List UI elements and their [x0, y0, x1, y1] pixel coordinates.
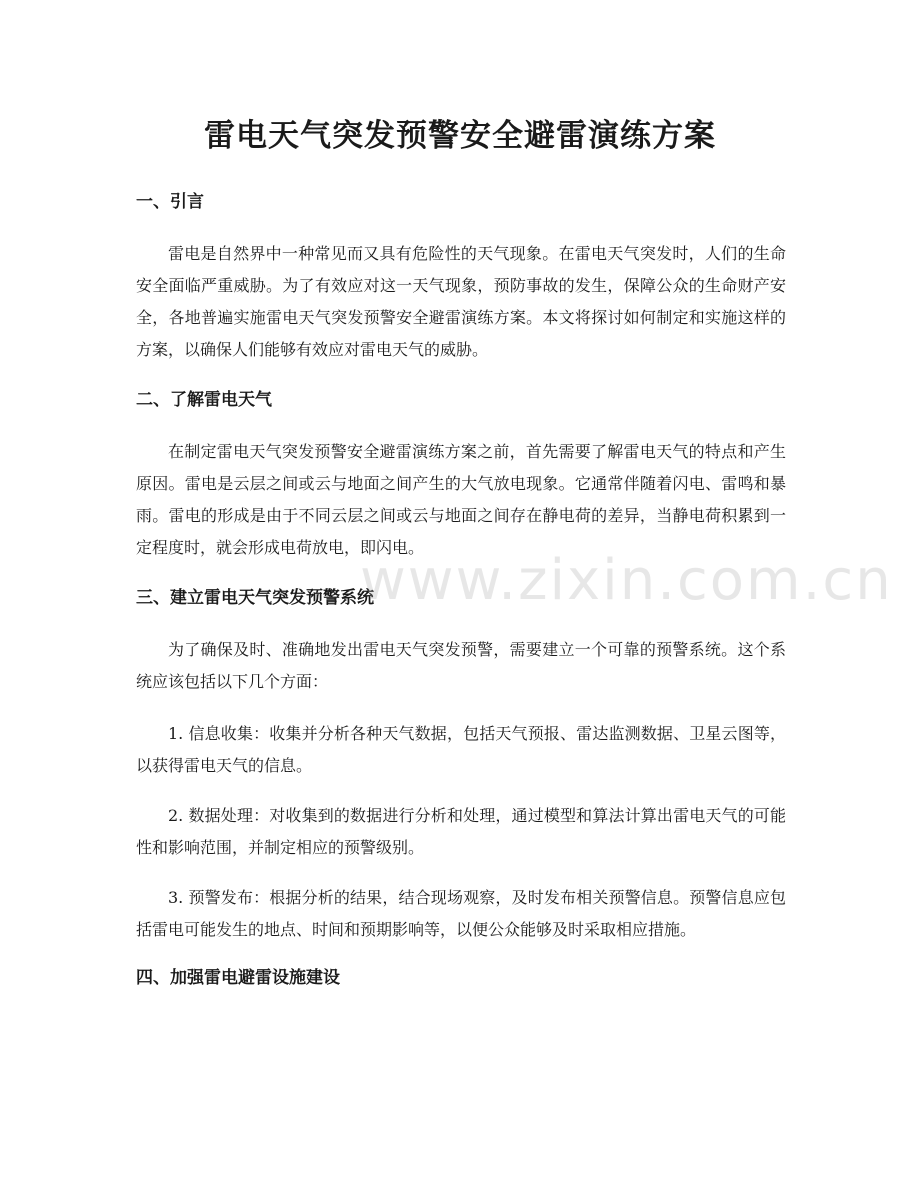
section-heading-warning-system: 三、建立雷电天气突发预警系统 — [136, 588, 374, 608]
paragraph: 在制定雷电天气突发预警安全避雷演练方案之前，首先需要了解雷电天气的特点和产生原因。雷电是云层之间或云与地面之间产生的大气放电现象。它通常伴随着闪电、雷鸣和暴雨。雷电的形成是由于不同云层之间或云与地面之间存在静电荷的差异，当静电荷积累到一定程度时，就会形成电荷放电，即闪电。 — [136, 442, 786, 557]
watermark: www.zixin.com.cn — [360, 548, 893, 613]
section-heading-introduction: 一、引言 — [136, 192, 204, 212]
list-item: 2. 数据处理：对收集到的数据进行分析和处理，通过模型和算法计算出雷电天气的可能性和影响范围，并制定相应的预警级别。 — [136, 806, 786, 857]
section-heading-understand-thunderstorms: 二、了解雷电天气 — [136, 390, 272, 410]
list-item: 3. 预警发布：根据分析的结果，结合现场观察，及时发布相关预警信息。预警信息应包括雷电可能发生的地点、时间和预期影响等，以便公众能够及时采取相应措施。 — [136, 888, 786, 939]
paragraph: 为了确保及时、准确地发出雷电天气突发预警，需要建立一个可靠的预警系统。这个系统应该包括以下几个方面： — [136, 640, 786, 691]
document-title: 雷电天气突发预警安全避雷演练方案 — [204, 118, 716, 154]
paragraph: 雷电是自然界中一种常见而又具有危险性的天气现象。在雷电天气突发时，人们的生命安全面临严重威胁。为了有效应对这一天气现象，预防事故的发生，保障公众的生命财产安全，各地普遍实施雷电天气突发预警安全避雷演练方案。本文将探讨如何制定和实施这样的方案，以确保人们能够有效应对雷电天气的威胁。 — [136, 244, 786, 359]
list-item: 1. 信息收集：收集并分析各种天气数据，包括天气预报、雷达监测数据、卫星云图等，以获得雷电天气的信息。 — [136, 724, 786, 775]
section-heading-lightning-protection: 四、加强雷电避雷设施建设 — [136, 968, 340, 988]
document-body — [136, 188, 786, 1014]
